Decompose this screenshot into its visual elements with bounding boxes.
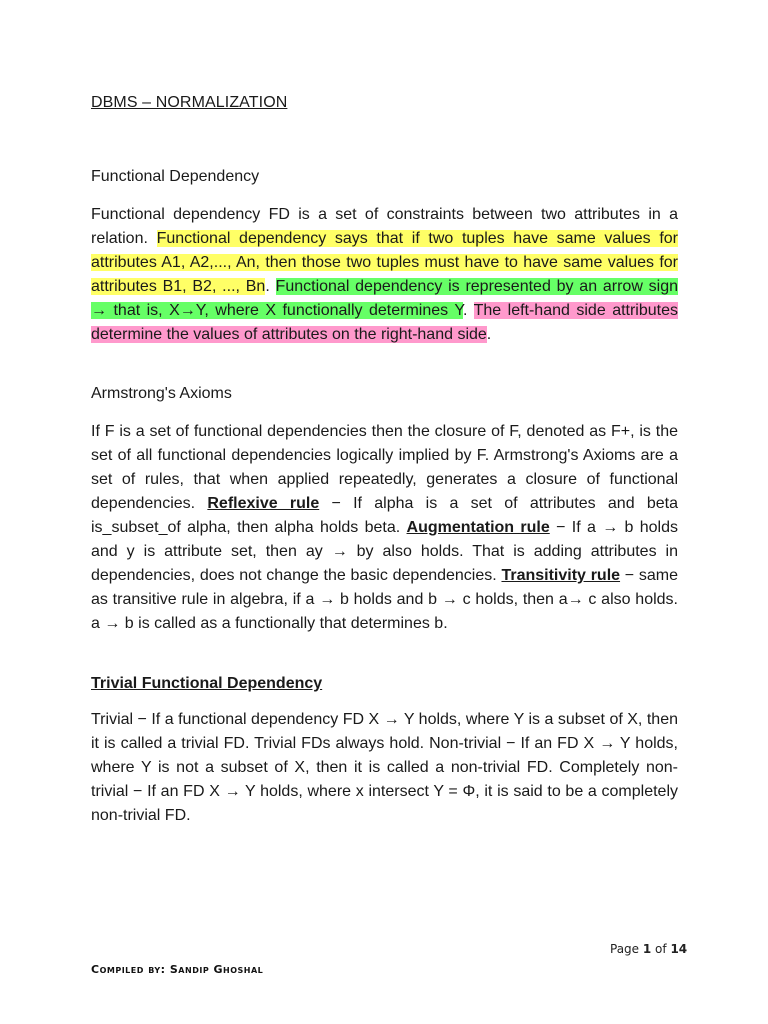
highlight-pink: The left-hand side attributes determine the values of attributes on the right-hand side [91,302,679,343]
section-heading-trivial-fd: Trivial Functional Dependency [91,675,323,692]
paragraph-trivial-fd: Trivial − If a functional dependency FD X → Y holds, where Y is a subset of X, then it is called a trivial FD. Trivial FDs always hold. Non-trivial − If an FD X → Y holds, where Y is not a subset of X, then it is called a non-trivial FD. Completely non-trivial − If an FD X → Y holds, where x intersect Y = Φ, it is said to be a completely non-trivial FD. [91,711,678,824]
page-current: 1 [642,942,652,956]
page-total: 14 [670,942,688,956]
highlight-green: Functional dependency is represented by an arrow sign → that is, X→Y, where X functionally determines Y [91,278,679,319]
text-run: . [486,326,492,343]
text-run: If F is a set of functional dependencies then the closure of F, denoted as F+, is the set of all functional dependencies logically implied by F. Armstrong's Axioms are a set of rules, that when applied repeatedly, generates a closure of functional dependencies. [91,423,678,512]
text-run: . [265,278,276,295]
paragraph-functional-dependency [91,203,678,347]
text-run: − If alpha is a set of attributes and beta is_subset_of alpha, then alpha holds beta. [91,495,679,536]
section-heading-functional-dependency: Functional Dependency [91,168,260,185]
augmentation-rule-label: Augmentation rule [406,519,550,536]
text-run: − If a → b holds and y is attribute set, then ay → by also holds. That is adding attributes in dependencies, does not change the basic dependencies. [91,519,678,584]
section-heading-armstrongs-axioms: Armstrong's Axioms [91,385,232,402]
highlight-yellow: Functional dependency says that if two tuples have same values for attributes A1, A2,..., An, then those two tuples must have to have same values for attributes B1, B2, ..., Bn [91,230,678,295]
text-run: − same as transitive rule in algebra, if a → b holds and b → c holds, then a→ c also holds. a → b is called as a functionally that determines b. [91,567,679,632]
compiled-by-footer: Compiled by: Sandip Ghoshal [91,963,264,976]
transitivity-rule-label: Transitivity rule [501,567,621,584]
page-number [610,942,687,956]
page-prefix: Page [610,942,643,956]
paragraph-armstrongs-axioms [91,420,678,636]
document-title: DBMS – NORMALIZATION [91,94,288,111]
reflexive-rule-label: Reflexive rule [207,495,320,512]
page-of: of [651,942,671,956]
text-run: Functional dependency FD is a set of constraints between two attributes in a relation. [91,206,678,247]
text-run: . [462,302,474,319]
